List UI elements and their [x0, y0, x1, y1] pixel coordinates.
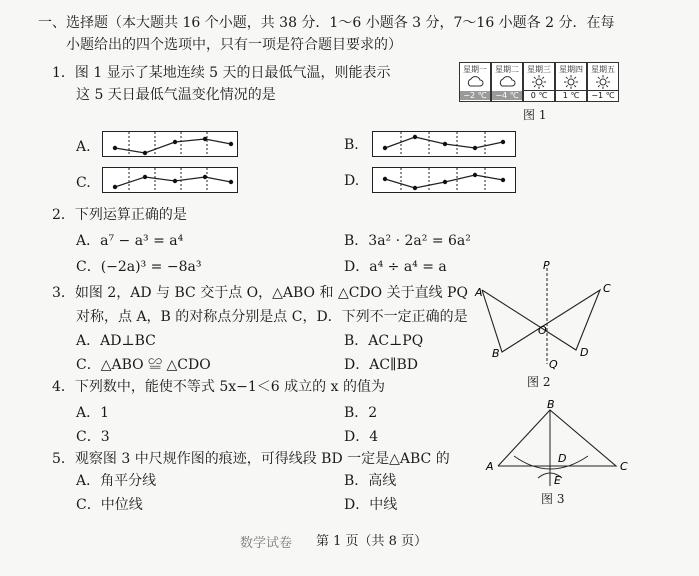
weather-day: 星期四 [559, 65, 583, 74]
q3-option-b: B．AC⊥PQ [344, 333, 424, 349]
section-title-cont: 小题给出的四个选项中，只有一项是符合题目要求的） [66, 37, 402, 53]
point-b-label: B [547, 398, 555, 411]
point-a-label: A [475, 286, 483, 299]
q3-option-d: D．AC∥BD [344, 357, 419, 373]
point-a-label: A [486, 460, 494, 473]
q1-option-b-label: B. [344, 137, 359, 153]
q3-stem-line2: 对称，点 A，B 的对称点分别是点 C，D．下列不一定正确的是 [76, 309, 468, 325]
q5-option-a: A．角平分线 [76, 473, 157, 489]
point-d-label: D [558, 452, 567, 465]
section-title: 一、选择题（本大题共 16 个小题，共 38 分．1～6 小题各 3 分，7～16 小题各 2 分．在每 [38, 15, 615, 31]
point-c-label: C [620, 460, 628, 473]
q5-option-c: C．中位线 [76, 497, 143, 513]
weather-temp: −4 ℃ [492, 91, 522, 100]
q1-option-c-graph [102, 167, 238, 193]
q1-option-d-graph [372, 167, 516, 193]
q4-option-c: C．3 [76, 429, 110, 445]
weather-card-wed [523, 62, 555, 102]
cloud-icon [460, 75, 490, 89]
footer-page: 第 1 页（共 8 页） [316, 534, 428, 549]
weather-temp: −2 ℃ [460, 91, 490, 100]
figure-2-diagram [472, 260, 632, 390]
point-b-label: B [492, 347, 500, 360]
q2-option-a: A．a⁷ − a³ = a⁴ [76, 233, 184, 249]
q1-option-c-label: C. [76, 175, 91, 191]
figure-2-label: 图 2 [527, 375, 551, 389]
q1-option-b-graph [372, 131, 516, 157]
q2-option-c: C．(−2a)³ = −8a³ [76, 259, 202, 275]
q4-option-d: D．4 [344, 429, 379, 445]
sun-icon [588, 75, 618, 89]
figure-3-diagram [484, 398, 634, 490]
weather-card-thu [555, 62, 587, 102]
q1-option-d-label: D. [344, 173, 360, 189]
weather-card-tue [491, 62, 523, 102]
figure-1-label: 图 1 [523, 108, 547, 122]
weather-temp: 1 ℃ [556, 90, 586, 100]
bowtie-triangles [482, 290, 600, 352]
q4-option-b: B．2 [344, 405, 378, 421]
sun-icon [556, 75, 586, 89]
weather-day: 星期三 [527, 65, 551, 74]
cloud-icon [492, 75, 522, 89]
point-d-label: D [580, 346, 589, 359]
compass-arc [514, 456, 588, 469]
q2-option-d: D．a⁴ ÷ a⁴ = a [344, 259, 447, 275]
q5-option-b: B．高线 [344, 473, 397, 489]
weather-day: 星期二 [495, 65, 519, 74]
weather-temp: 0 ℃ [524, 90, 554, 100]
point-q-label: Q [549, 358, 558, 371]
weather-day: 星期五 [591, 65, 615, 74]
weather-temp: −1 ℃ [588, 90, 618, 100]
q1-stem-line1: 1．图 1 显示了某地连续 5 天的日最低气温，则能表示 [52, 65, 391, 81]
point-c-label: C [603, 282, 611, 295]
point-p-label: P [543, 260, 550, 272]
footer-subject: 数学试卷 [240, 536, 293, 551]
weather-card-mon [459, 62, 491, 102]
point-e-label: E [554, 474, 561, 487]
q2-option-b: B．3a² · 2a² = 6a² [344, 233, 471, 249]
weather-day: 星期一 [463, 65, 487, 74]
sun-icon [524, 75, 554, 89]
q3-option-c: C．△ABO ≌ △CDO [76, 357, 211, 373]
q1-option-a-graph [102, 131, 238, 157]
q5-stem: 5．观察图 3 中尺规作图的痕迹，可得线段 BD 一定是△ABC 的 [52, 451, 450, 467]
q1-stem-line2: 这 5 天日最低气温变化情况的是 [76, 87, 276, 103]
weather-card-fri [587, 62, 619, 102]
q4-stem: 4．下列数中，能使不等式 5x−1＜6 成立的 x 的值为 [52, 379, 385, 395]
q1-option-a-label: A. [76, 139, 91, 155]
q2-stem: 2．下列运算正确的是 [52, 207, 187, 223]
q3-option-a: A．AD⊥BC [76, 333, 156, 349]
q4-option-a: A．1 [76, 405, 110, 421]
figure-3-label: 图 3 [541, 492, 565, 506]
q5-option-d: D．中线 [344, 497, 398, 513]
point-o-label: O [538, 324, 547, 337]
q3-stem-line1: 3．如图 2，AD 与 BC 交于点 O，△ABO 和 △CDO 关于直线 PQ [52, 285, 468, 301]
